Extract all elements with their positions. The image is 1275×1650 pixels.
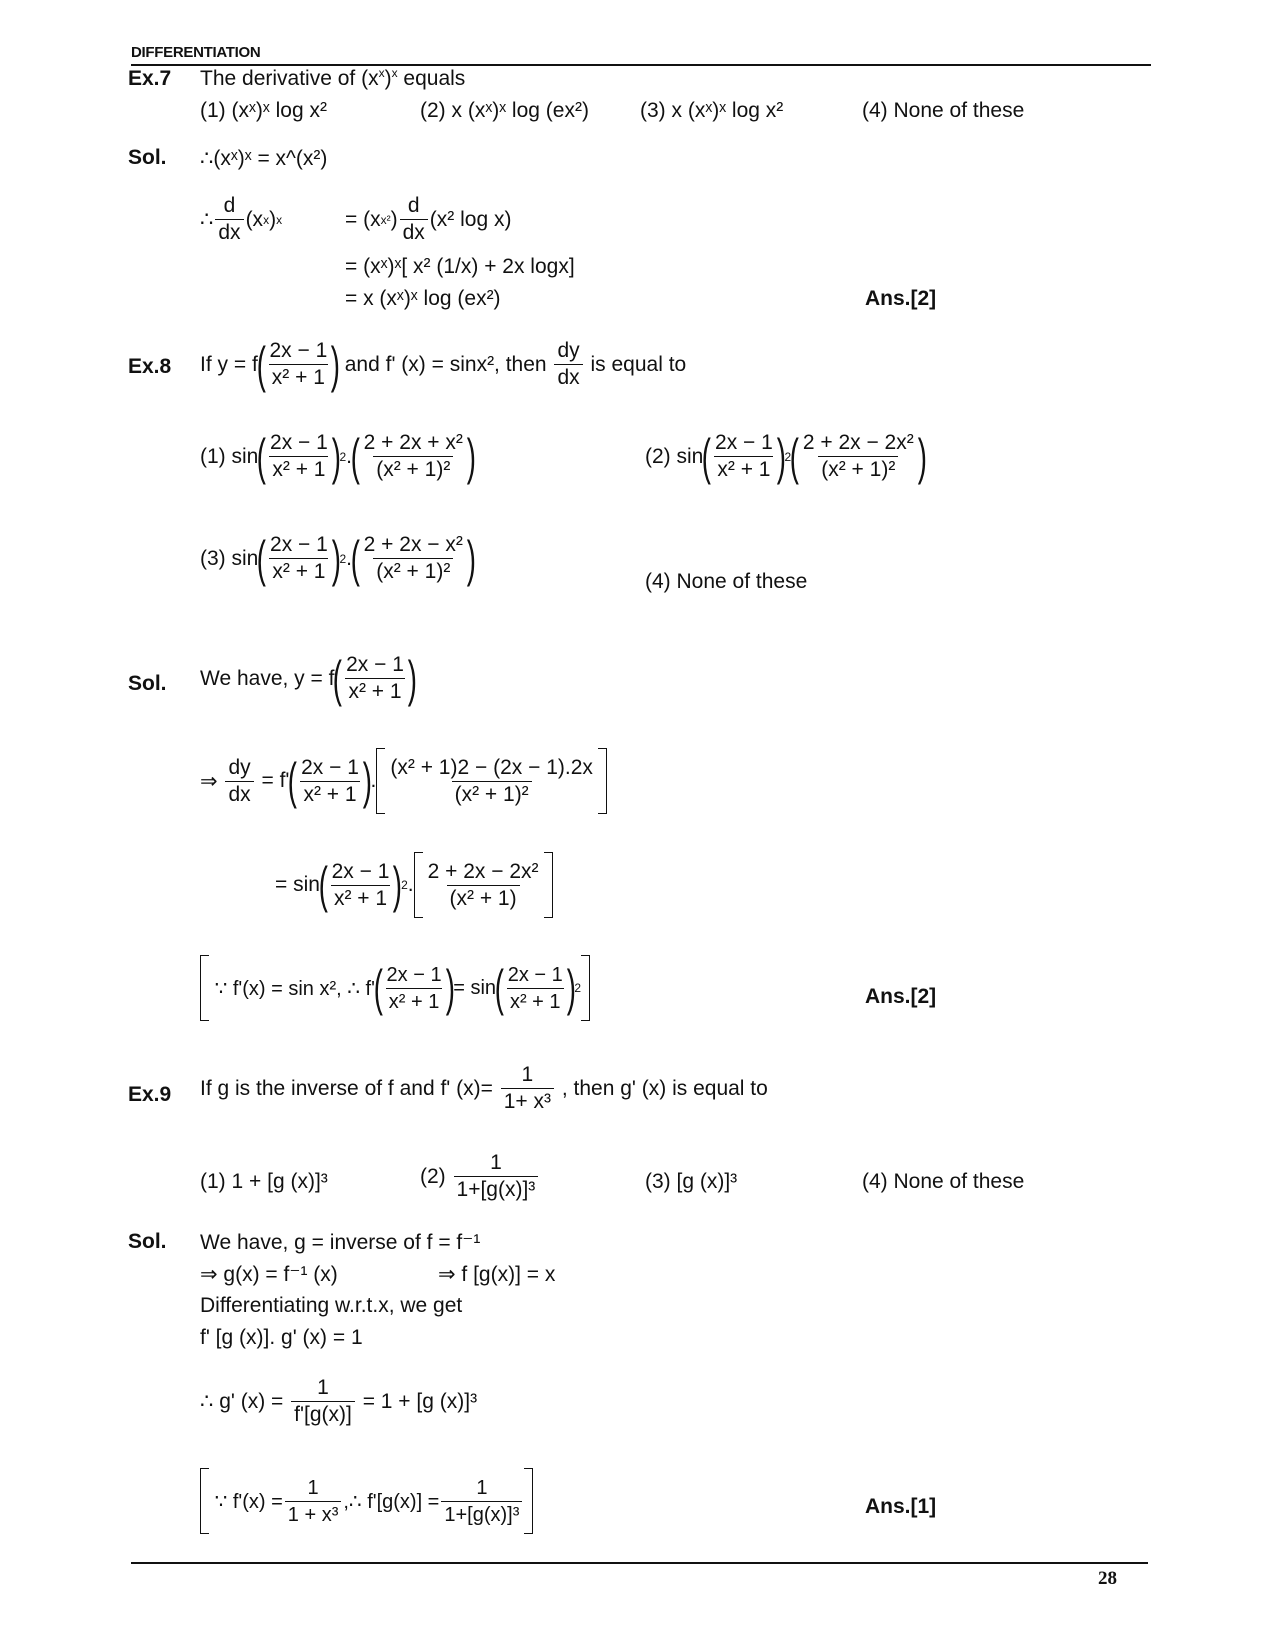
ex8-option-4: (4) None of these — [645, 570, 808, 593]
ex9-sol-label: Sol. — [128, 1230, 167, 1253]
ex9-option-1: (1) 1 + [g (x)]³ — [200, 1170, 328, 1193]
ex7-sol-line3: = (xˣ)ˣ[ x² (1/x) + 2x logx] — [345, 255, 575, 278]
ex9-sol-line3: Differentiating w.r.t.x, we get — [200, 1294, 463, 1317]
ex7-option-3: (3) x (xˣ)ˣ log x² — [640, 99, 784, 122]
ex8-question: If y = f ( $\frac{2x - 1}{\text{x² + 1}}$ ) and f' (x) = sinx², then $\frac{dy}{dx}$ is equal to — [200, 336, 687, 393]
ex9-sol-line5: ∴ g' (x) = $\frac{1}{f'[g(x)]}$ = 1 + [g (x)]³ — [200, 1376, 478, 1426]
ex9-answer: Ans.[1] — [865, 1495, 937, 1518]
ex8-option-3: (3) sin ( $\frac{2x - 1}{\text{x² + 1}}$ ) 2 . ( $\frac{\text{2 + 2x − x²}}{\text{(x² + 1)²}}$ ) — [200, 530, 476, 587]
ex8-sol-line2: ⇒ $\frac{dy}{dx}$ = f' ( $\frac{2x - 1}{\text{x² + 1}}$ ) . $\frac{\text{(x² + 1)2 − (2x − 1).2x}}{\text{(x² + 1)²}}$ — [200, 748, 607, 814]
ex9-sol-line2b: ⇒ f [g(x)] = x — [438, 1263, 556, 1286]
ex9-sol-line2a: ⇒ g(x) = f⁻¹ (x) — [200, 1263, 338, 1286]
ex7-option-1: (1) (xˣ)ˣ log x² — [200, 99, 327, 122]
ex7-sol-line4: = x (xˣ)ˣ log (ex²) — [345, 287, 501, 310]
ex8-label: Ex.8 — [128, 355, 172, 378]
ex9-sol-line4: f' [g (x)]. g' (x) = 1 — [200, 1326, 363, 1349]
running-header: DIFFERENTIATION — [131, 44, 261, 61]
ex7-answer: Ans.[2] — [865, 287, 937, 310]
ex9-label: Ex.9 — [128, 1083, 172, 1106]
ex8-sol-label: Sol. — [128, 672, 167, 695]
ex9-option-2: (2) $\frac{1}{\text{1+[g(x)]³}}$ — [420, 1150, 540, 1203]
ex8-option-2: (2) sin ( $\frac{2x - 1}{\text{x² + 1}}$ ) 2 ( $\frac{\text{2 + 2x − 2x²}}{\text{(x² + 1)²}}$ ) — [645, 428, 927, 485]
ex9-option-3: (3) [g (x)]³ — [645, 1170, 738, 1193]
page-number: 28 — [1098, 1568, 1117, 1589]
ex7-option-2: (2) x (xˣ)ˣ log (ex²) — [420, 99, 589, 122]
ex7-sol-line2-rhs: = (x x² ) $\frac{d}{dx}$ (x² log x) — [345, 194, 512, 244]
ex9-option-4: (4) None of these — [862, 1170, 1025, 1193]
ex7-label: Ex.7 — [128, 67, 172, 90]
ex7-sol-label: Sol. — [128, 146, 167, 169]
ex8-answer: Ans.[2] — [865, 985, 937, 1008]
ex9-sol-line1: We have, g = inverse of f = f⁻¹ — [200, 1231, 481, 1254]
ex7-sol-line2-lhs: ∴ $\frac{d}{dx}$ (x x ) x — [200, 194, 283, 244]
ex7-sol-line1: ∴(xˣ)ˣ = x^(x²) — [200, 147, 328, 170]
ex8-sol-line1: We have, y = f ( $\frac{2x - 1}{\text{x² + 1}}$ ) — [200, 650, 417, 707]
ex7-question: The derivative of $(x^x)^x$ equals — [200, 66, 466, 90]
ex8-option-1: (1) sin ( $\frac{2x - 1}{\text{x² + 1}}$ ) 2 . ( $\frac{\text{2 + 2x + x²}}{\text{(x² + 1)²}}$ ) — [200, 428, 476, 485]
ex9-sol-line6: ∵ f'(x) = $\frac{1}{\text{1 + x³}}$ ,∴ f'[g(x)] = $\frac{1}{\text{1+[g(x)]³}}$ — [200, 1468, 533, 1534]
ex8-sol-line3: = sin ( $\frac{2x - 1}{\text{x² + 1}}$ ) 2 . $\frac{\text{2 + 2x − 2x²}}{\text{(x² + 1)}}$ — [275, 852, 553, 918]
ex7-option-4: (4) None of these — [862, 99, 1025, 122]
ex9-question: If g is the inverse of f and f' (x)= $\frac{1}{\text{1+ x³}}$ , then g' (x) is equal to — [200, 1063, 768, 1113]
ex8-sol-line4: ∵ f'(x) = sin x², ∴ f' ( $\frac{2x - 1}{\text{x² + 1}}$ ) = sin ( $\frac{2x - 1}{\text{x² + 1}}$ ) 2 — [200, 955, 590, 1021]
header-rule — [131, 64, 1151, 66]
footer-rule — [131, 1562, 1148, 1564]
